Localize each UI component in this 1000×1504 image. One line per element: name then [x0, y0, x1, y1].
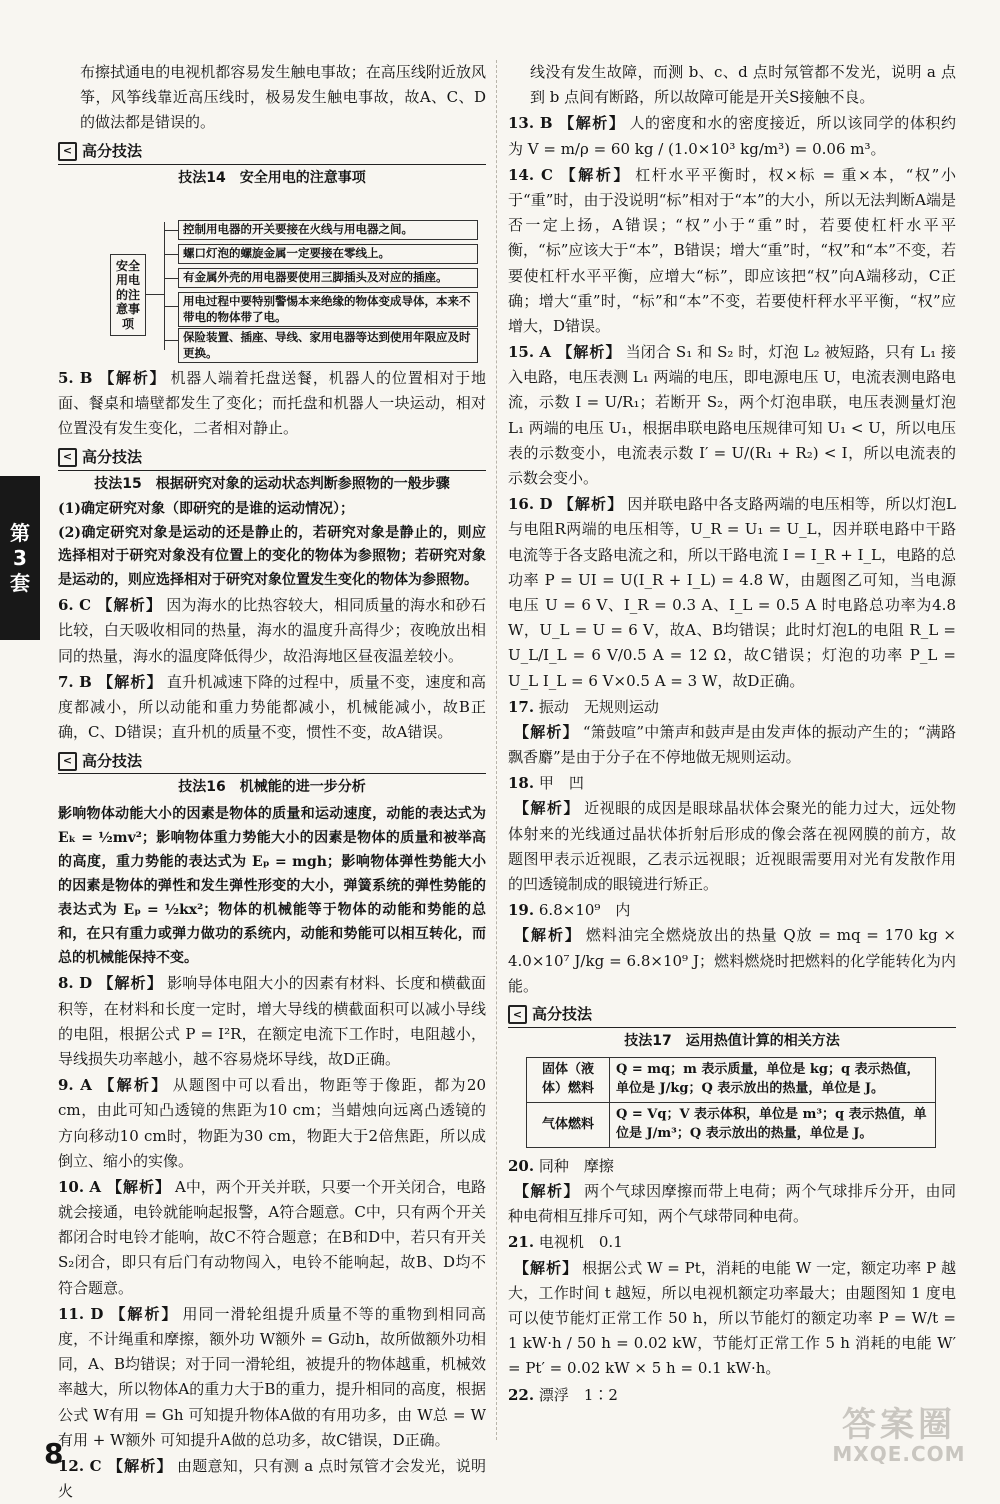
answer-21-analysis	[508, 1256, 956, 1382]
question-number: 18.	[508, 774, 535, 793]
diagram-item: 用电过程中要特别警惕本来绝缘的物体变成导体，本来不带电的物体带了电。	[178, 292, 478, 327]
continued-answer-text: 线没有发生故障，而测 b、c、d 点时氖管都不发光，说明 a 点到 b 点间有断路，所以故障可能是开关S接触不良。	[530, 63, 956, 107]
answer-16	[508, 492, 956, 694]
diagram-root-box: 安全用电的注意事项	[110, 254, 146, 336]
diagram-connector	[164, 340, 178, 341]
question-number: 10. A	[58, 1177, 101, 1196]
analysis-text: 机器人端着托盘送餐，机器人的位置相对于地面、餐桌和墙壁都发生了变化；而托盘和机器人一块运动，相对位置没有发生变化，二者相对静止。	[58, 369, 486, 438]
diagram-connector	[164, 254, 178, 255]
analysis-tag: 【解析】	[514, 722, 579, 741]
analysis-text: 影响导体电阻大小的因素有材料、长度和横截面积等，在材料和长度一定时，增大导线的横截面积可以减小导线的电阻，根据公式 P = I²R，在额定电流下工作时，电阻越小，导线损失功率越小，越不容易烧坏导线，故D正确。	[58, 974, 486, 1068]
analysis-tag: 【解析】	[558, 165, 632, 184]
table-cell-label: 气体燃料	[527, 1103, 610, 1148]
technique-15-step: (1)确定研究对象（即研究的是谁的运动情况）；	[58, 501, 354, 518]
set-tab-char: 第	[10, 520, 30, 545]
continued-answer-text: 布擦拭通电的电视机都容易发生触电事故；在高压线附近放风筝，风筝线靠近高压线时，极易发生触电事故，故A、C、D的做法都是错误的。	[80, 63, 486, 132]
technique-14-title: 技法14 安全用电的注意事项	[178, 169, 366, 186]
right-column	[508, 60, 956, 1408]
column-divider	[496, 60, 497, 1440]
analysis-text: 两个气球因摩擦而带上电荷；两个气球排斥分开，由同种电荷相互排斥可知，两个气球带同种电荷。	[508, 1182, 956, 1226]
question-number: 20.	[508, 1156, 535, 1175]
analysis-text: “箫鼓喧”中箫声和鼓声是由发声体的振动产生的；“满路飘香麝”是由于分子在不停地做无规则运动。	[508, 722, 956, 767]
table-cell-value: Q = Vq；V 表示体积，单位是 m³；q 表示热值，单位是 J/m³；Q 表示放出的热量，单位是 J。	[610, 1103, 936, 1148]
answer-12	[58, 1454, 486, 1504]
tips-header	[58, 446, 486, 471]
tips-icon: <	[58, 448, 77, 467]
tips-icon: <	[58, 752, 77, 771]
analysis-tag: 【解析】	[514, 926, 582, 945]
fill-answer: 同种 摩擦	[538, 1156, 614, 1175]
analysis-tag: 【解析】	[98, 369, 167, 388]
analysis-tag: 【解析】	[514, 799, 581, 818]
analysis-tag: 【解析】	[514, 1182, 581, 1201]
analysis-text: 从题图中可以看出，物距等于像距，都为20 cm，由此可知凸透镜的焦距为10 cm；当蜡烛向远离凸透镜的方向移动10 cm时，物距为30 cm，物距大于2倍焦距，所以成倒立、缩小的实像。	[58, 1076, 486, 1170]
analysis-tag: 【解析】	[97, 1076, 169, 1095]
analysis-tag: 【解析】	[97, 672, 163, 691]
question-number: 17.	[508, 697, 535, 716]
analysis-text: 近视眼的成因是眼球晶状体会聚光的能力过大，远处物体射来的光线通过晶状体折射后形成的像会落在视网膜的前方，故题图甲表示近视眼，乙表示远视眼；近视眼需要用对光有发散作用的凹透镜制成的眼镜进行矫正。	[508, 799, 956, 893]
question-number: 22.	[508, 1385, 535, 1404]
question-number: 21.	[508, 1233, 535, 1252]
page-number: 8	[44, 1437, 64, 1470]
set-tab-char: 套	[10, 570, 30, 595]
analysis-text: A中，两个开关并联，只要一个开关闭合，电路就会接通，电铃就能响起报警，A符合题意。C中，只有两个开关都闭合时电铃才能响，故C不符合题意；在B和D中，若只有开关S₂闭合，即只有后门有动物闯入，电铃不能响起，故B、D均不符合题意。	[58, 1177, 486, 1297]
left-column	[58, 60, 486, 1504]
question-number: 7. B	[58, 672, 92, 691]
answer-9	[58, 1073, 486, 1174]
tips-header-label: 高分技法	[82, 448, 143, 467]
diagram-item: 有金属外壳的用电器要使用三脚插头及对应的插座。	[178, 268, 478, 288]
question-number: 6. C	[58, 596, 92, 615]
answer-20	[508, 1154, 956, 1179]
analysis-text: 当闭合 S₁ 和 S₂ 时，灯泡 L₂ 被短路，只有 L₁ 接入电路，电压表测 L₁ 两端的电压，即电源电压 U，电流表测电路电流，示数 I = U/R₁；若断开 S₂，两个灯泡串联，电压表测量灯泡 L₁ 两端的电压 U₁，根据串联电路电压规律可知 U₁ < U，所以电压表的示数变小，电流表示数 I′ = U/(R₁ + R₂) < I，所以电流表的示数会变小。	[508, 343, 956, 487]
question-number: 14. C	[508, 165, 553, 184]
technique-15-title: 技法15 根据研究对象的运动状态判断参照物的一般步骤	[94, 475, 450, 492]
diagram-connector	[164, 306, 178, 307]
tips-header	[58, 140, 486, 165]
analysis-text: 因为海水的比热容较大，相同质量的海水和砂石比较，白天吸收相同的热量，海水的温度升高得少；夜晚放出相同的热量，海水的温度降低得少，故沿海地区昼夜温差较小。	[58, 596, 486, 665]
watermark-url: MXQE.COM	[832, 1442, 966, 1466]
answer-21	[508, 1230, 956, 1255]
answer-20-analysis	[508, 1179, 956, 1229]
analysis-tag: 【解析】	[106, 1177, 172, 1196]
question-number: 19.	[508, 901, 535, 920]
answer-10	[58, 1175, 486, 1301]
answer-17	[508, 695, 956, 720]
technique-16-title: 技法16 机械能的进一步分析	[178, 779, 366, 796]
technique-15-step: (2)确定研究对象是运动的还是静止的，若研究对象是静止的，则应选择相对于研究对象没有位置上的变化的物体为参照物；若研究对象是运动的，则应选择相对于研究对象位置发生变化的物体为参照物。	[58, 524, 486, 588]
diagram-bracket	[164, 222, 165, 350]
question-number: 16. D	[508, 495, 553, 514]
question-number: 12. C	[58, 1456, 102, 1475]
answer-14	[508, 163, 956, 339]
tips-header	[508, 1003, 956, 1028]
answer-18-analysis	[508, 796, 956, 897]
analysis-tag: 【解析】	[109, 1304, 179, 1323]
tips-icon: <	[58, 142, 77, 161]
analysis-text: 用同一滑轮组提升质量不等的重物到相同高度，不计绳重和摩擦，额外功 W额外 = G动h，故所做额外功相同，A、B均错误；对于同一滑轮组，被提升的物体越重，机械效率越大，所以物体A的重力大于B的重力，提升相同的高度，根据公式 W有用 = Gh 可知提升物体A做的有用功多，由 W总 = W有用 + W额外 可知提升A做的总功多，故C错误，D正确。	[58, 1304, 486, 1449]
tips-header-label: 高分技法	[82, 141, 143, 160]
answer-17-analysis	[508, 720, 956, 770]
answer-19-analysis	[508, 923, 956, 999]
question-number: 13. B	[508, 114, 553, 133]
diagram-item: 保险装置、插座、导线、家用电器等达到使用年限应及时更换。	[178, 328, 478, 363]
analysis-text: 直升机减速下降的过程中，质量不变，速度和高度都减小，所以动能和重力势能都减小，机械能减小，故B正确，C、D错误；直升机的质量不变，惯性不变，故A错误。	[58, 672, 486, 742]
technique-16-text: 影响物体动能大小的因素是物体的质量和运动速度，动能的表达式为 Eₖ = ½mv²；影响物体重力势能大小的因素是物体的质量和被举高的高度，重力势能的表达式为 Eₚ = mgh；影响物体弹性势能大小的因素是物体的弹性和发生弹性形变的大小，弹簧系统的弹性势能的表达式为 Eₚ = ½kx²；物体的机械能等于物体的动能和势能的总和，在只有重力或弹力做功的系统内，动能和势能可以相互转化，而总的机械能保持不变。	[58, 805, 486, 967]
analysis-tag: 【解析】	[97, 596, 163, 615]
answer-13	[508, 111, 956, 161]
analysis-text: 由题意知，只有测 a 点时氖管才会发光，说明火	[58, 1456, 486, 1501]
tips-header-label: 高分技法	[532, 1005, 593, 1024]
answer-8	[58, 971, 486, 1072]
fill-answer: 漂浮 1∶2	[538, 1385, 618, 1404]
analysis-tag: 【解析】	[98, 974, 164, 993]
question-number: 15. A	[508, 343, 552, 362]
answer-22	[508, 1383, 956, 1408]
analysis-text: 人的密度和水的密度接近，所以该同学的体积约为 V = m/ρ = 60 kg / (1.0×10³ kg/m³) = 0.06 m³。	[508, 114, 956, 158]
tips-header	[58, 749, 486, 774]
set-tab-char: 3	[13, 545, 27, 570]
fill-answer: 甲 凹	[538, 774, 584, 793]
heat-value-table	[526, 1057, 936, 1147]
tips-header-label: 高分技法	[82, 751, 143, 770]
watermark-logo	[815, 1405, 983, 1466]
diagram-connector	[164, 278, 178, 279]
answer-18	[508, 771, 956, 796]
table-cell-value: Q = mq；m 表示质量，单位是 kg；q 表示热值，单位是 J/kg；Q 表示放出的热量，单位是 J。	[610, 1058, 936, 1103]
fill-answer: 6.8×10⁹ 内	[538, 901, 631, 920]
table-row	[527, 1058, 936, 1103]
answer-6	[58, 593, 486, 669]
analysis-tag: 【解析】	[558, 114, 626, 133]
diagram-connector	[146, 294, 164, 295]
tips-icon: <	[508, 1005, 527, 1024]
analysis-text: 杠杆水平平衡时，权×标 = 重×本，“权”小于“重”时，由于没说明“标”相对于“本”的大小，所以无法判断A端是否一定上扬，A错误；“权”小于“重”时，若要使杠杆水平平衡，“标”应该大于“本”，B错误；增大“重”时，“权”和“本”不变，若要使杠杆水平平衡，应增大“标”，即应该把“权”向A端移动，C正确；增大“重”时，“标”和“本”不变，若要使杆秤水平平衡，“权”应增大，D错误。	[508, 165, 956, 335]
fill-answer: 电视机 0.1	[538, 1233, 623, 1252]
analysis-tag: 【解析】	[514, 1258, 579, 1277]
answer-19	[508, 898, 956, 923]
technique-17-title: 技法17 运用热值计算的相关方法	[624, 1032, 840, 1049]
answer-15	[508, 340, 956, 491]
diagram-connector	[164, 230, 178, 231]
answer-7	[58, 670, 486, 746]
question-number: 8. D	[58, 974, 93, 993]
question-number: 11. D	[58, 1304, 104, 1323]
fill-answer: 振动 无规则运动	[538, 697, 659, 716]
question-number: 5. B	[58, 369, 93, 388]
analysis-tag: 【解析】	[107, 1456, 173, 1475]
watermark-text: 答案圈	[842, 1405, 956, 1445]
set-number-tab	[0, 476, 40, 640]
analysis-text: 燃料油完全燃烧放出的热量 Q放 = mq = 170 kg × 4.0×10⁷ J/kg = 6.8×10⁹ J；燃料燃烧时把燃料的化学能转化为内能。	[508, 926, 956, 995]
answer-11	[58, 1302, 486, 1453]
diagram-item: 控制用电器的开关要接在火线与用电器之间。	[178, 220, 478, 240]
diagram-item: 螺口灯泡的螺旋金属一定要接在零线上。	[178, 244, 478, 264]
safety-tips-diagram	[58, 192, 486, 362]
answer-5	[58, 366, 486, 442]
analysis-text: 根据公式 W = Pt，消耗的电能 W 一定，额定功率 P 越大，工作时间 t 越短，所以电视机额定功率最大；由题图知 1 度电可以使节能灯正常工作 50 h，所以节能灯的额定功率 P = W/t = 1 kW·h / 50 h = 0.02 kW，节能灯正常工作 5 h 消耗的电能 W′ = Pt′ = 0.02 kW × 5 h = 0.1 kW·h。	[508, 1258, 956, 1378]
analysis-text: 因并联电路中各支路两端的电压相等，所以灯泡L与电阻R两端的电压相等，U_R = U₁ = U_L，因并联电路中干路电流等于各支路电流之和，所以干路电流 I = I_R + I_L，电路的总功率 P = UI = U(I_R + I_L) = 4.8 W，由题图乙可知，当电源电压 U = 6 V、I_R = 0.3 A、I_L = 0.5 A 时电路总功率为4.8 W，U_L = U = 6 V，故A、B均错误；此时灯泡L的电阻 R_L = U_L/I_L = 6 V/0.5 A = 12 Ω，故C错误；灯泡的功率 P_L = U_L I_L = 6 V×0.5 A = 3 W，故D正确。	[508, 495, 957, 690]
table-cell-label: 固体（液体）燃料	[527, 1058, 610, 1103]
analysis-tag: 【解析】	[557, 343, 622, 362]
analysis-tag: 【解析】	[558, 495, 624, 514]
table-row	[527, 1103, 936, 1148]
question-number: 9. A	[58, 1076, 92, 1095]
